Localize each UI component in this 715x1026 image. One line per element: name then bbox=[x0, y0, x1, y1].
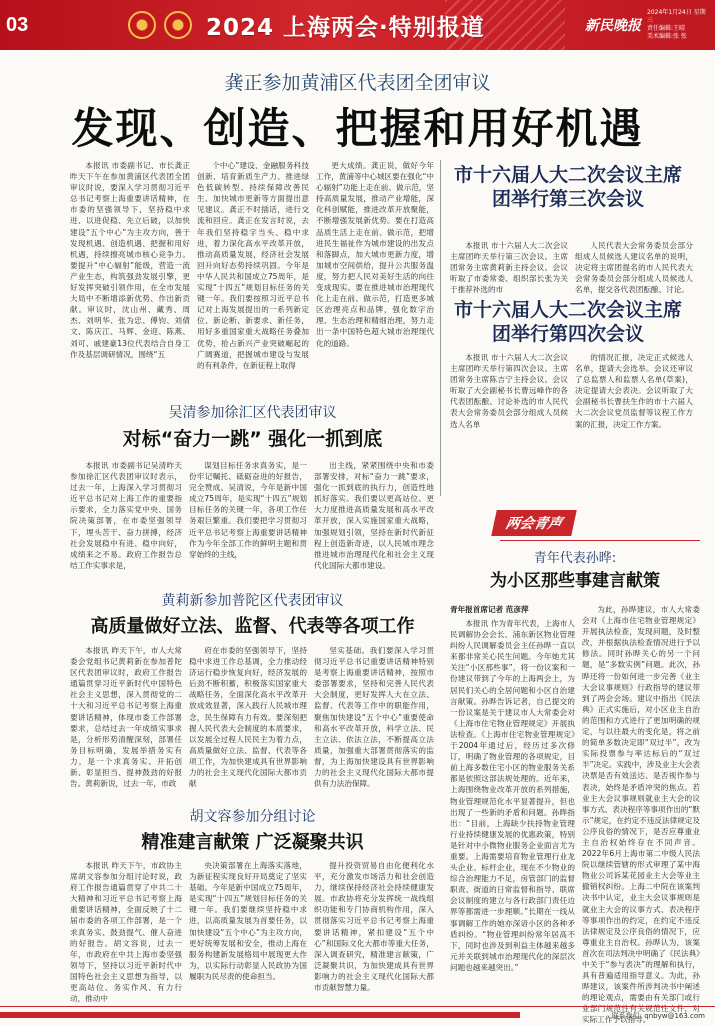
masthead-meta: 2024年1月24日 星期三 责任编辑:王晴 美术编辑:张 张 bbox=[647, 9, 706, 40]
sidebar-1-column-1: 本报讯 市十六届人大二次会议主席团昨天举行第三次会议。主席团常务主席黄莉新主持会议。会议听取了市委常委、组织部长张为关于推荐补选的市 bbox=[450, 241, 568, 295]
sidebar-2-column-1: 本报讯 市十六届人大二次会议主席团昨天举行第四次会议。主席团常务主席陈吉宁主持会议。会议听取了大会副秘书长曹远峰作的各代表团酝酿、讨论补选的市人民代表大会常务委员会部分组成人员候选人名单 bbox=[450, 353, 568, 429]
page-number: 03 bbox=[6, 13, 29, 36]
lead-column-3: 更大成绩。龚正说，做好今年工作，黄浦等中心城区要在强化“中心辐射”功能上走在前、做示范，坚持高质量发展，推动产业增能，深化科创赋能，推进改革开放聚能，不断增强发展新优势。要在打造高品质生活上走在前、做示范，把增进民生福祉作为城市建设的出发点和落脚点，加大城市更新力度，增加城市空间供给，提升公共服务温度，努力把人民对美好生活的向往变成现实。要在推进城市治理现代化上走在前、做示范，打造更多城区治理亮点和品牌，强化数字治理、生态治理和精细治理，努力走出一条中国特色超大城市治理现代化的道路。 bbox=[316, 161, 434, 348]
masthead-decoration bbox=[445, 0, 565, 50]
masthead-title: 2024 上海两会·特别报道 bbox=[206, 14, 485, 41]
story3-column-3: 坚实基础。我们要深入学习贯彻习近平总书记重要讲话精神特别是考察上海重要讲话精神，按照市委部署要求，坚持和完善人民代表大会制度，更好发挥人大在立法、监督、代表等工作中的职能作用，聚焦加快建设“五个中心”重要使命和高水平改革开放，科学立法、民主立法、依法立法，不断提高立法质量，加强重大部署贯彻落实的监督，为上海加快建设具有世界影响力的社会主义现代化国际大都市提供有力法治保障。 bbox=[314, 646, 434, 789]
story3-headline: 高质量做好立法、监督、代表等各项工作 bbox=[90, 616, 415, 637]
footer-accent-bar bbox=[0, 1012, 520, 1018]
story4-column-3: 提升投资贸易自由化便利化水平，充分激发市场活力和社会创造力，继续保持经济社会持续健康发展。市政协将充分发挥统一战线组织功能和专门协商机构作用，深入贯彻落实习近平总书记考察上海重要讲话精神，紧扣建设“五个中心”和国际文化大都市等重大任务，深入调查研究，精准建言献策，广泛凝聚共识，为加快建成具有世界影响力的社会主义现代化国际大都市贡献智慧力量。 bbox=[314, 861, 434, 993]
sidebar-1-column-2: 人民代表大会常务委员会部分组成人员候选人建议名单的说明，决定将主席团提名的市人民代表大会常务委员会部分组成人员候选人名单，提交各代表团酝酿、讨论。 bbox=[575, 241, 693, 295]
sidebar-divider bbox=[440, 160, 441, 496]
cppcc-emblem-icon bbox=[164, 11, 192, 39]
badge-rule bbox=[500, 540, 700, 541]
story3-kicker: 黄莉新参加普陀区代表团审议 bbox=[161, 593, 344, 609]
story3-column-1: 本报讯 昨天下午，市人大常委会党组书记黄莉新在参加普陀区代表团审议时，政府工作报告通篇贯穿习近平新时代中国特色社会主义思想，深入贯彻党的二十大和习近平总书记考察上海重要讲话精神，体现市委工作部署要求，总结过去一年成绩实事求是，分析形势清醒深刻，部署任务目标明确，发展举措务实有力，是一个求真务实、开拓创新、彰显担当、提神鼓劲的好报告。黄莉新说，过去一年，市政 bbox=[70, 646, 182, 789]
sidebar-2-headline: 市十六届人大二次会议主席团举行第四次会议 bbox=[453, 299, 682, 345]
story2-kicker: 吴清参加徐汇区代表团审议 bbox=[168, 405, 337, 421]
story4-column-1: 本报讯 昨天下午，市政协主席胡文容参加分组讨论时说，政府工作报告通篇贯穿了中共二十大精神和习近平总书记考察上海重要讲话精神，全面反映了十二届市委的各项工作部署，是一个求真务实、鼓劲提气、催人奋进的好报告。胡文容说，过去一年，市政府在中共上海市委坚强领导下，坚持以习近平新时代中国特色社会主义思想为指导，以更高站位、务实作风、有力行动，推动中 bbox=[70, 861, 182, 1004]
sidebar-1-headline: 市十六届人大二次会议主席团举行第三次会议 bbox=[453, 164, 682, 210]
youth-voices-badge: 两会青声 bbox=[491, 510, 577, 536]
story4-column-2: 央决策部署在上海落实落地，为新征程实现良好开局奠定了坚实基础。今年是新中国成立75周年，是实现“十四五”规划目标任务的关键一年。我们要继续坚持稳中求进，以高质量发展为首要任务，以加快建设“五个中心”为主攻方向，更好统筹发展和安全，推动上海在服务构建新发展格局中展现更大作为，以实际行动彰显人民政协为国履职为民尽责的使命担当。 bbox=[189, 861, 307, 981]
story2-column-1: 本报讯 市委副书记吴清昨天参加徐汇区代表团审议时表示，过去一年，上海深入学习贯彻习近平总书记对上海工作的重要指示要求，全力落实党中央、国务院决策部署，在市委坚强领导下，埋头苦干、奋力拼搏，经济社会发展稳中有进、稳中向好，成绩来之不易。政府工作报告总结工作实事求是， bbox=[70, 461, 182, 570]
lead-column-1: 本报讯 市委副书记、市长龚正昨天下午在参加黄浦区代表团全团审议时说，要深入学习贯彻习近平总书记考察上海重要讲话精神，在市委的坚强领导下，坚持稳中求进、以进促稳、先立后破，以加快建设“五个中心”为主攻方向，善于发现机遇、创造机遇、把握和用好机遇，持续擦亮城市核心竞争力。要提升“中心辐射”能级，营造一流产业生态，构筑强劲发展引擎，更好发挥突破引领作用，在全市发展大局中不断增添新优势、作出新贡献。审议时，沈山州、藏秀、周杰、刘明华、张为忠、傅钧、刘倩文、陈庆江、马辉、金迎、陈燕、刘可、戚建豪13位代表结合自身工作及基层调研情况，围绕“五 bbox=[70, 161, 190, 359]
story2-column-3: 出主线，紧紧围绕中央和市委部署安排，对标“奋力一跳”要求，强化一抓到底的执行力，创造性地抓好落实。我们要以更高站位、更大力度推进高质量发展和高水平改革开放，深入实施国家重大战略，加强规划引领，坚持在新时代新征程上创造新奇迹，以人民城市理念推进城市治理现代化和社会主义现代化国际大都市建设。 bbox=[314, 461, 434, 570]
youth-kicker: 青年代表孙晔: bbox=[533, 551, 617, 566]
lead-kicker: 龚正参加黄浦区代表团全团审议 bbox=[224, 72, 491, 94]
national-emblem-icon bbox=[128, 11, 156, 39]
masthead bbox=[0, 0, 715, 50]
story2-column-2: 谋划目标任务求真务实，是一份牢记嘱托、砥砺奋进的好报告，完全赞成。吴清说，今年是新中国成立75周年，是实现“十四五”规划目标任务的关键一年，各项工作任务艰巨繁重。我们要把学习贯彻习近平总书记考察上海重要讲话精神作为今年全部工作的鲜明主题和贯穿始终的主线， bbox=[189, 461, 307, 559]
story4-headline: 精准建言献策 广泛凝聚共识 bbox=[141, 832, 364, 853]
youth-byline: 青年报首席记者 范彦萍 bbox=[450, 605, 529, 614]
footer-contact: 联系我们: qnbyw@163.com bbox=[611, 1012, 705, 1020]
newspaper-logo: 新民晚报 bbox=[585, 18, 641, 34]
story4-kicker: 胡文容参加分组讨论 bbox=[189, 809, 316, 825]
youth-column-2: 为此，孙晔建议，市人大常委会对《上海市住宅物业管理规定》开展执法检查，发现问题，及时整改，并根据执法检查情况进行予以修法。同时孙晔关心的另一个问题，是“多数实例”问题。此次，孙晔还将一份如何进一步完善《业主大会议事规则》行政指导的建议带到了两会会场。建议中指出《民法典》正式实施后，对小区业主自治的范围和方式进行了更加明确的规定，与以往最大的变化是，将之前的简单多数决定即“双过半”，改为实际投票参与率达标后的“双过半”决定。实践中，涉及业主大会表决票是否有效送达、是否视作参与表决，始终是矛盾冲突的焦点。若业主大会议事规则就业主大会的议事方式、表决程序等事项作出的“默示”规定，在约定不违反法律规定及公序良俗的情况下，是否应尊重业主自治权始终存在不同声音。2022年6月上海市第二中级人民法院以继续管辖的形式审理了某中海物业公司诉某花园业主大会等业主撤销权纠纷。上海二中院在该案判决书中认定，业主大会议事规则是就业主大会的议事方式、表决程序等事项作出的约定，在约定不违反法律规定及公序良俗的情况下，应尊重业主自治权。孙晔认为，该案首次在司法判决中明确了《民法典》中关于“参与表决”的理解和执行，具有普遍适用指导意义。为此，孙晔建议，该案件所涉判决书中阐述的理论观点，需要由有关部门或行业部门规范性有关规范性文件，对实际工作予以指导。 bbox=[582, 605, 700, 1025]
sidebar-2-column-2: 的情况汇报，决定正式候选人名单，提请大会选举。会议还审议了总监票人和监票人名单(草案)，决定提请大会表决。会议听取了大会副秘书长曹扶生作的市十六届人大二次会议党员监督等议程工作方案的汇报，决定工作方案。 bbox=[575, 353, 693, 429]
story3-column-2: 府在市委的坚强领导下，坚持稳中求进工作总基调，全力推动经济运行稳步恢复向好，经济发展的后劲不断积蓄，积极落实国家重大战略任务，全面深化高水平改革开放成效显著，深入践行人民城市理念，民生保障有力有效。要深刻把握人民代表大会制度的本质要求，以发展全过程人民民主为着力点，高质量做好立法、监督、代表等各项工作，为加快建成具有世界影响力的社会主义现代化国际大都市贡献 bbox=[189, 646, 307, 789]
lead-headline: 发现、创造、把握和用好机遇 bbox=[71, 104, 644, 153]
youth-column-1: 本报讯 作为青年代表，上海市人民调解协会会长、浦东新区物业管理纠纷人民调解委员会主任孙晔一直以来都非常关心民生问题。今年她尤其关注“小区那些事”，将一份议案和一份建议带到了今年的上海两会上，为居民们关心的全居问题和小区自治建言献策。孙晔告诉记者，自己提交的一份议案是关于建议市人大常委会对《上海市住宅物业管理规定》开展执法检查。《上海市住宅物业管理规定》于2004年通过后，经历过多次修订，明确了物业管理的各项规定，目前上海多数住宅小区的物业服务关系都是依照这部法规处理的。近年来，上海围绕物业改革开放的系列措施，物业管理规范化水平显著提升，但也出现了一些新的矛盾和问题。孙晔指出：“目前，上海缺少扶持物业管理行业持续健康发展的优惠政策，特别是针对中小微物业服务企业面言尤为重要。上海需要培育物业管理行业龙头企业、标杆企业，现在不少物业的综合治理能力不足，房管部门的监督职责、街道的日常监督和指导、联席会议制度的建立与各行政部门责任边界等都需进一步理顺。”长期在一线从事调解工作的她亦深谙小区的各种矛盾纠纷。“物业管理纠纷常年居高不下，同时也涉及到利益主体越来越多元并关联到城市治理现代化的深层次问题也越来越突出。” bbox=[450, 619, 575, 972]
story2-headline: 对标“奋力一跳” 强化一抓到底 bbox=[122, 428, 383, 450]
lead-column-2: 个中心”建设、金融服务科技创新、培育新质生产力、推进绿色低碳转型、持续保障改善民生、加快城市更新等方面提出意见建议。龚正不时插话，进行交流和回应。龚正在发言时说，去年我们坚持稳字当头、稳中求进，着力深化高水平改革开放，推动高质量发展，经济社会发展回升向好态势持续巩固。今年是中华人民共和国成立75周年，是实现“十四五”规划目标任务的关键一年。我们要按照习近平总书记对上海发展提出的一系列新定位、新论断、新要求、新任务，用好多重国家重大战略任务叠加优势，抢占新兴产业突破崛起的广阔赛道，把握城市建设与发展的有利条件，在新征程上取得 bbox=[197, 161, 309, 370]
youth-headline: 为小区那些事建言献策 bbox=[490, 571, 660, 591]
